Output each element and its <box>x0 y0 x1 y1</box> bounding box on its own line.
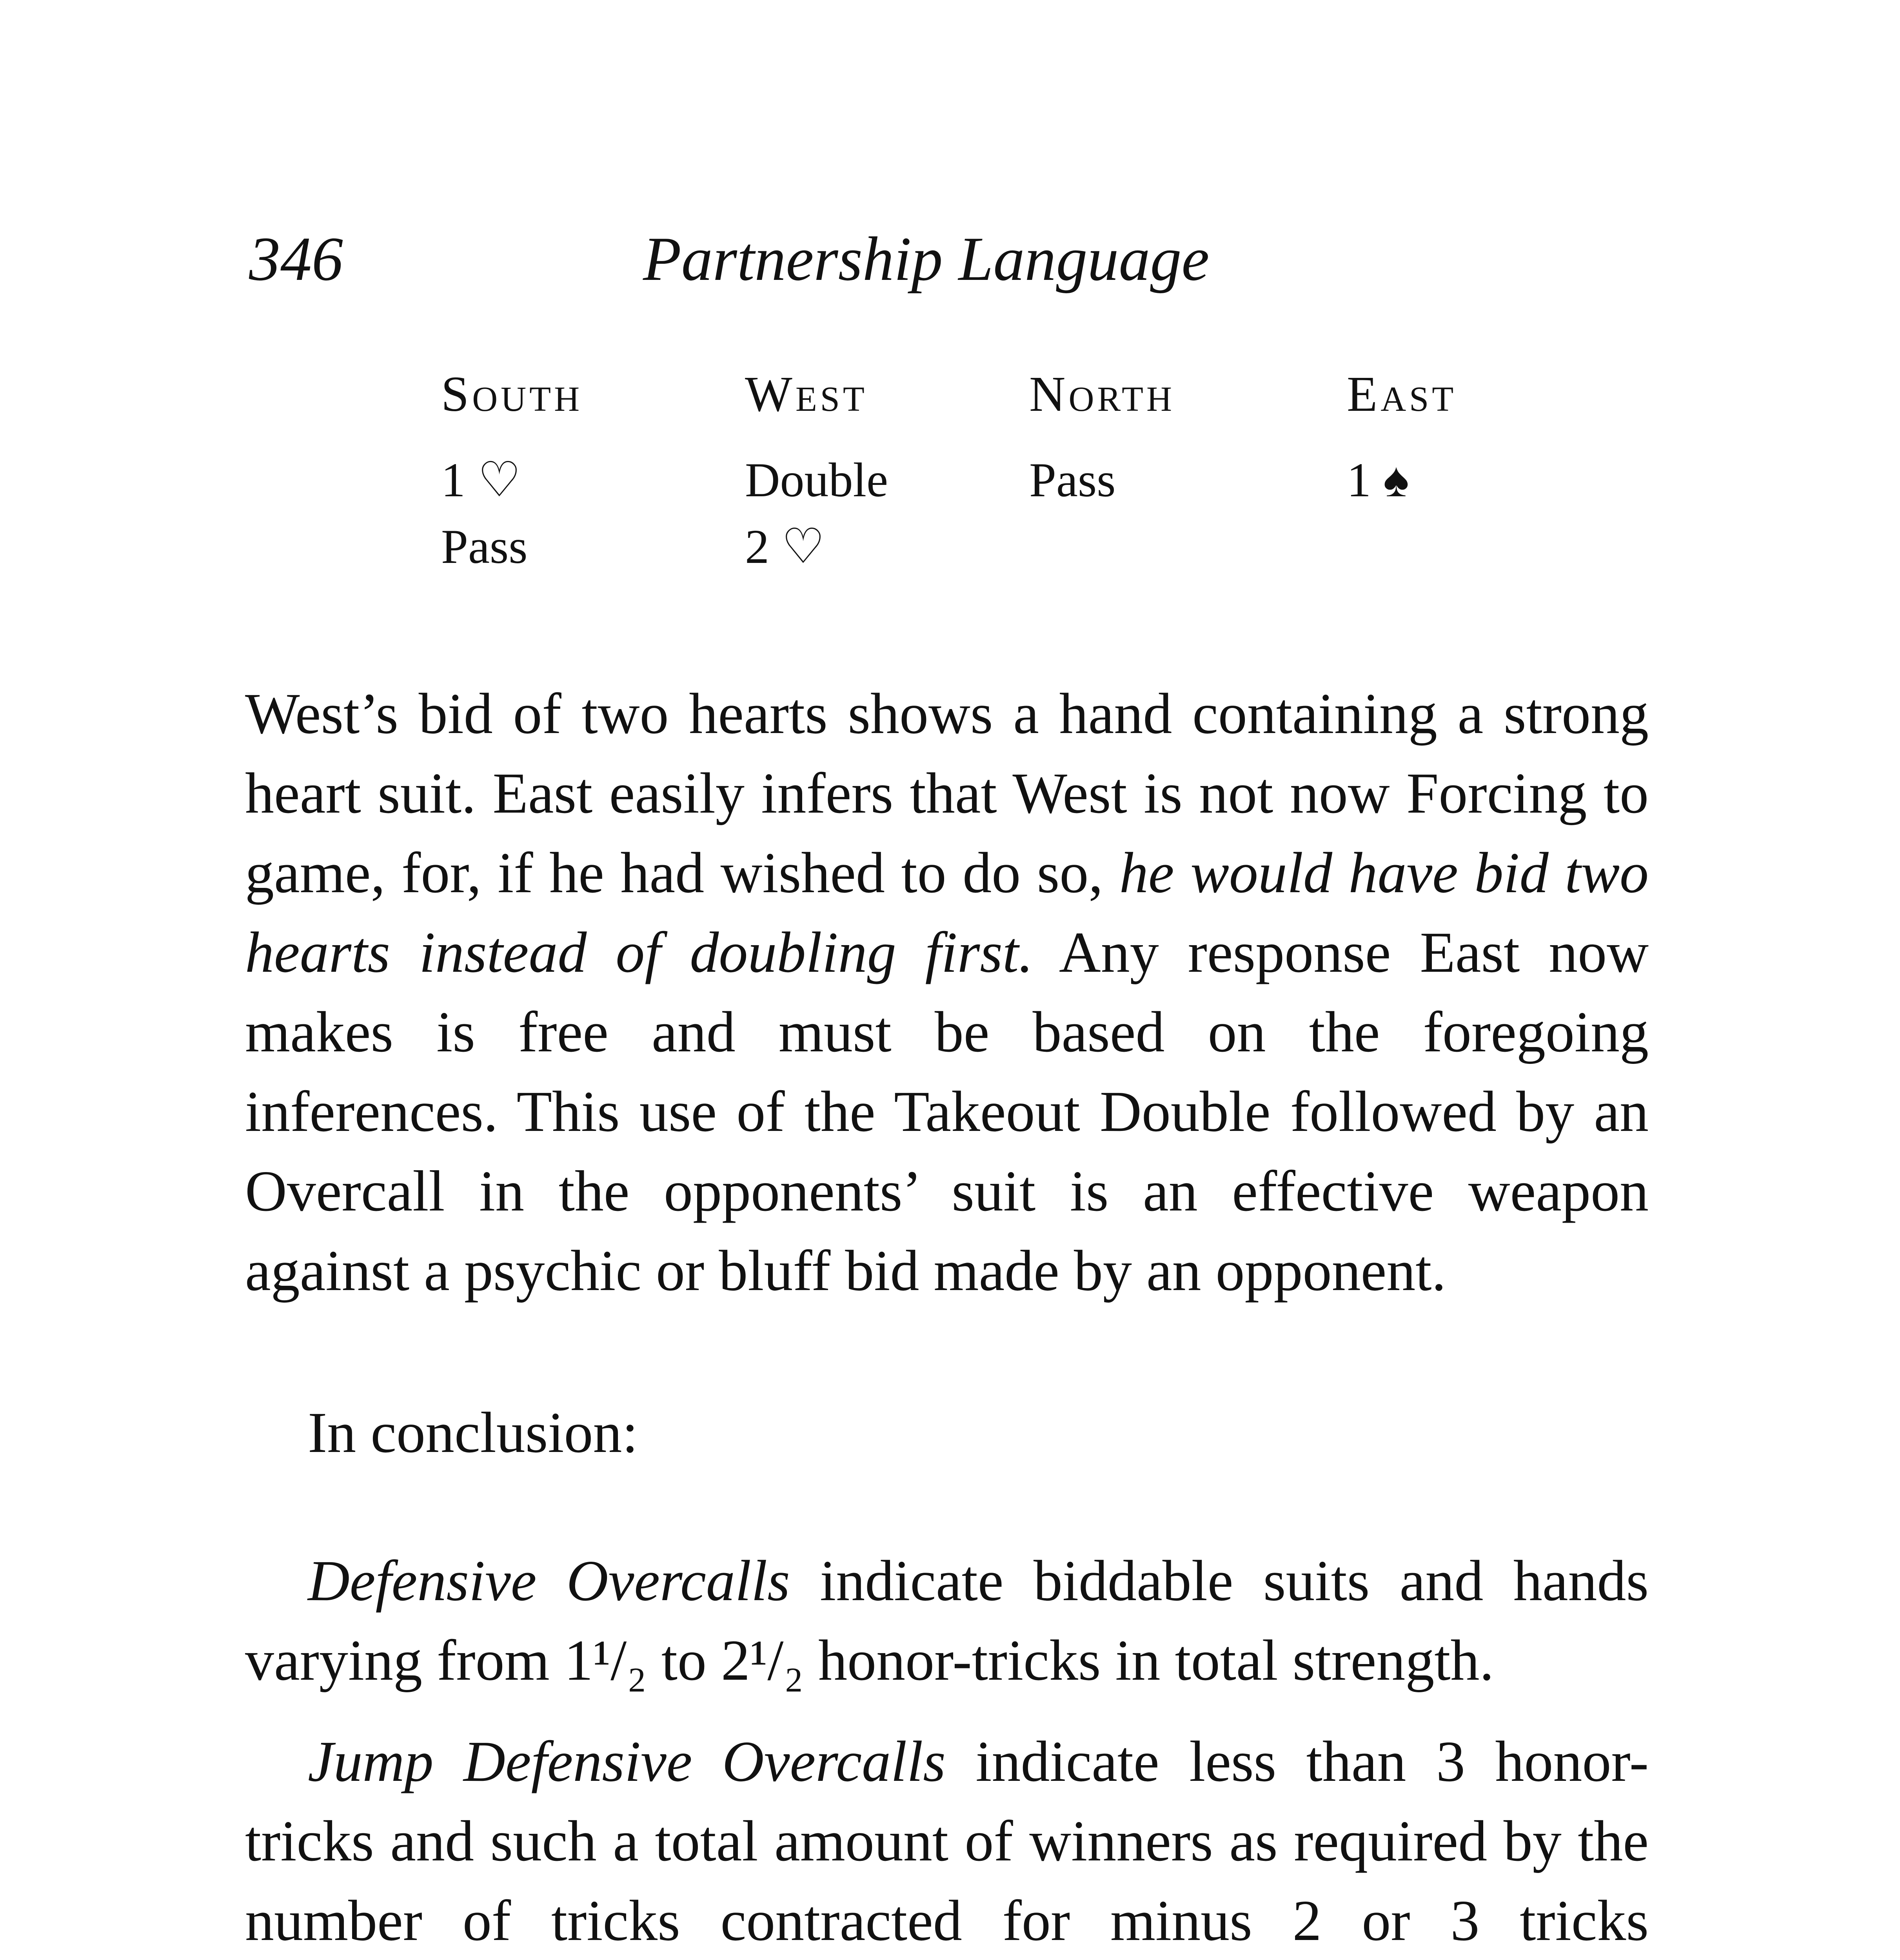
auction-cell: Double <box>745 453 888 507</box>
body-text <box>245 674 1649 1960</box>
auction-col-north: North <box>1029 366 1175 422</box>
page-header <box>0 220 1900 298</box>
auction-cell: 2 ♡ <box>745 520 825 573</box>
auction-col-west: West <box>745 366 868 422</box>
auction-header-row <box>0 361 1900 447</box>
auction-row <box>0 447 1900 514</box>
paragraph-defensive-overcalls <box>245 1541 1649 1700</box>
auction-table <box>0 361 1900 580</box>
paragraph-text: West’s bid of two hearts shows a hand containing a strong heart suit. East easily infers that West is not now Forcing to game, for, if he had wished to do so, <box>245 682 1649 905</box>
running-title: Partnership Language <box>643 224 1210 294</box>
auction-row <box>0 514 1900 580</box>
emphasis-text: he would have bid two hearts instead of doubling first. <box>245 841 1649 985</box>
term-defensive-overcalls: Defensive Overcalls <box>308 1549 790 1613</box>
page-number: 346 <box>249 224 343 294</box>
paragraph-text: Any response East now makes is free and must be based on the foregoing inferences. This use of the Takeout Double followed by an Overcall in the opponents’ suit is an effective weapon against a psychic or bluff bid made by an opponent. <box>245 920 1649 1303</box>
paragraph-jump-defensive-overcalls <box>245 1722 1649 1960</box>
auction-cell: 1 ♠ <box>1347 453 1409 507</box>
auction-cell: Pass <box>441 520 528 573</box>
term-jump-defensive-overcalls: Jump Defensive Overcalls <box>308 1730 946 1794</box>
paragraph-text: indicate less than 3 honor-tricks and such a total amount of winners as required by the number of tricks contracted for minus 2 or 3 tricks <box>245 1730 1649 1953</box>
paragraph-text: indicate biddable suits and hands varying from 1¹/₂ to 2¹/₂ honor-tricks in total strength. <box>245 1549 1649 1693</box>
paragraph-in-conclusion: In conclusion: <box>308 1401 638 1465</box>
auction-cell: 1 ♡ <box>441 453 521 507</box>
auction-col-east: East <box>1347 366 1457 422</box>
paragraph-west-bid <box>245 674 1649 1311</box>
auction-col-south: South <box>441 366 583 422</box>
auction-cell: Pass <box>1029 453 1116 507</box>
